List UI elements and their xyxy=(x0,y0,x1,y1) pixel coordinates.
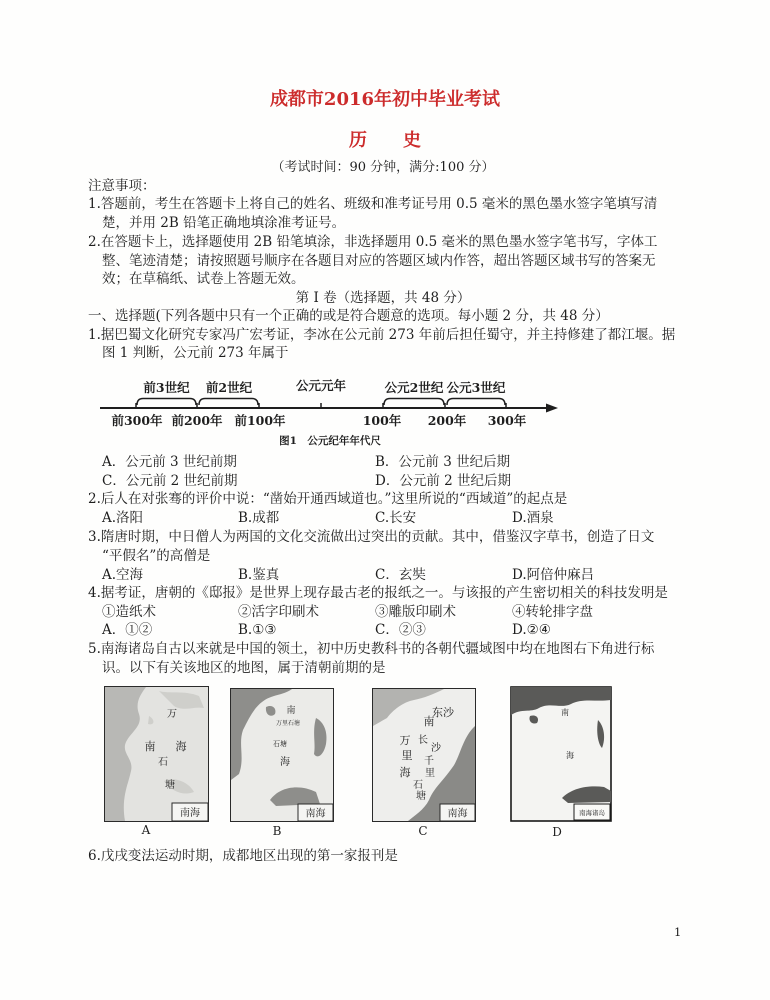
map-a-label: 塘 xyxy=(165,780,175,791)
span-label-bc2: 前2世纪 xyxy=(205,380,253,395)
tick-label-bc100: 前100年 xyxy=(234,413,286,428)
map-b xyxy=(230,688,334,822)
timeline-arrow xyxy=(546,404,558,413)
section-instructions: 一、选择题(下列各题中只有一个正确的或是符合题意的选项。每小题 2 分，共 48 分） xyxy=(88,308,609,324)
q2-stem-line-1: 2.后人在对张骞的评价中说：“凿始开通西域道也。”这里所说的“西域道”的起点是 xyxy=(88,491,568,507)
tick-label-ad200: 200年 xyxy=(427,413,467,428)
map-c-label: 南 xyxy=(423,715,435,728)
map-b-label: 石塘 xyxy=(273,740,287,748)
map-c-label: 千 xyxy=(424,756,434,767)
map-c-label: 沙 xyxy=(431,743,441,754)
map-d-label: 南 xyxy=(561,708,569,717)
q3-stem-line-2: “平假名”的高僧是 xyxy=(102,548,211,564)
tick-label-bc300: 前300年 xyxy=(111,413,163,428)
q1-stem-line-1: 1.据巴蜀文化研究专家冯广宏考证，李冰在公元前 273 年前后担任蜀守，并主持修建了都江堰。据 xyxy=(88,327,676,343)
note-2-line-1: 2.在答题卡上，选择题使用 2B 铅笔填涂，非选择题用 0.5 毫米的黑色墨水签字笔书写，字体工 xyxy=(88,234,658,250)
map-c-label: 石 xyxy=(413,780,423,791)
map-c-label: 里 xyxy=(401,749,413,762)
q1-option-d: D．公元前 2 世纪后期 xyxy=(375,473,511,489)
q4-choice-2: ②活字印刷术 xyxy=(238,604,319,620)
note-2-line-2: 整、笔迹清楚；请按照题号顺序在各题目对应的答题区域内作答，超出答题区域书写的答案无 xyxy=(102,253,656,269)
brace-bc3-century xyxy=(137,399,196,406)
tick-label-ad100: 100年 xyxy=(362,413,402,428)
q4-stem-line-1: 4.据考证，唐朝的《邸报》是世界上现存最古老的报纸之一。与该报的产生密切相关的科技发明是 xyxy=(88,585,668,601)
note-1-line-2: 楚，并用 2B 铅笔正确地填涂准考证号。 xyxy=(102,215,346,231)
map-b-label: 万里石塘 xyxy=(275,720,301,727)
exam-info: （考试时间：90 分钟，满分:100 分） xyxy=(271,160,495,175)
map-a-label: 海 xyxy=(175,740,187,753)
figure1-caption: 图1 公元纪年年代尺 xyxy=(279,435,381,447)
span-label-bc3: 前3世纪 xyxy=(143,380,190,395)
map-b-letter: B xyxy=(272,824,282,838)
exam-title: 成都市2016年初中毕业考试 xyxy=(269,89,501,110)
notes-heading: 注意事项： xyxy=(88,178,156,194)
q4-choice-1: ①造纸术 xyxy=(102,604,156,620)
q4-option-d: D.②④ xyxy=(512,622,551,638)
q2-option-d: D.酒泉 xyxy=(512,510,554,526)
note-1-line-1: 1.答题前，考生在答题卡上将自己的姓名、班级和准考证号用 0.5 毫米的黑色墨水签字笔填写清 xyxy=(88,196,658,212)
tick-label-bc200: 前200年 xyxy=(171,413,223,428)
map-c xyxy=(372,688,476,822)
q2-option-b: B.成都 xyxy=(238,510,280,526)
q4-option-c: C．②③ xyxy=(375,622,426,638)
q3-option-c: C．玄奘 xyxy=(375,567,426,583)
q5-stem-line-1: 5.南海诸岛自古以来就是中国的领土，初中历史教科书的各朝代疆域图中均在地图右下角进行标 xyxy=(88,641,655,657)
marker-label-year0: 公元元年 xyxy=(295,378,347,393)
map-d-letter: D xyxy=(552,825,562,839)
map-b-label: 海 xyxy=(280,757,290,768)
brace-bc2-century xyxy=(199,399,258,406)
map-a-label: 石 xyxy=(158,757,168,768)
map-c-label: 东沙 xyxy=(432,706,454,719)
map-c-label: 海 xyxy=(399,766,411,779)
q1-option-a: A．公元前 3 世纪前期 xyxy=(102,454,237,470)
q3-option-d: D.阿倍仲麻吕 xyxy=(512,567,595,583)
q1-option-b: B．公元前 3 世纪后期 xyxy=(375,454,511,470)
map-a-letter: A xyxy=(141,823,151,837)
map-d-inset-label: 南海诸岛 xyxy=(579,809,605,817)
brace-ad2-century xyxy=(384,399,444,406)
figure1-timeline xyxy=(95,372,565,452)
map-a-label: 南 xyxy=(144,740,156,753)
map-c-label: 长 xyxy=(418,735,428,746)
q6-stem-line-1: 6.戊戌变法运动时期，成都地区出现的第一家报刊是 xyxy=(88,848,398,864)
map-a xyxy=(104,686,209,822)
map-d-label: 海 xyxy=(566,751,574,760)
page-number: 1 xyxy=(674,925,682,939)
tick-label-ad300: 300年 xyxy=(487,413,527,428)
q4-option-b: B.①③ xyxy=(238,622,277,638)
map-b-label: 南 xyxy=(286,706,296,716)
map-d xyxy=(510,686,612,822)
map-c-letter: C xyxy=(418,824,428,838)
map-c-label: 里 xyxy=(425,768,435,779)
q5-stem-line-2: 识。以下有关该地区的地图，属于清朝前期的是 xyxy=(102,660,386,676)
note-2-line-3: 效；在草稿纸、试卷上答题无效。 xyxy=(102,271,305,287)
q4-option-a: A．①② xyxy=(102,622,153,638)
section-title: 第 I 卷（选择题，共 48 分） xyxy=(295,290,471,306)
map-c-label: 塘 xyxy=(416,791,426,802)
map-c-inset-label: 南海 xyxy=(447,808,468,820)
span-label-ad2: 公元2世纪 xyxy=(384,380,444,395)
q3-stem-line-1: 3.隋唐时期，中日僧人为两国的文化交流做出过突出的贡献。其中，借鉴汉字草书，创造了日文 xyxy=(88,529,655,545)
map-a-inset-label: 南海 xyxy=(180,808,200,819)
q4-choice-3: ③雕版印刷术 xyxy=(375,604,456,620)
q2-option-a: A.洛阳 xyxy=(102,510,144,526)
map-a-label: 万 xyxy=(167,709,177,720)
map-c-label: 万 xyxy=(399,734,411,747)
brace-ad3-century xyxy=(447,399,505,406)
q4-choice-4: ④转轮排字盘 xyxy=(512,604,593,620)
map-b-inset-label: 南海 xyxy=(305,808,326,820)
q2-option-c: C.长安 xyxy=(375,510,417,526)
q1-stem-line-2: 图 1 判断，公元前 273 年属于 xyxy=(102,345,289,361)
subject-title: 历 史 xyxy=(349,130,421,151)
q3-option-a: A.空海 xyxy=(102,567,144,583)
q1-option-c: C．公元前 2 世纪前期 xyxy=(102,473,238,489)
q3-option-b: B.鉴真 xyxy=(238,567,280,583)
span-label-ad3: 公元3世纪 xyxy=(446,380,506,395)
